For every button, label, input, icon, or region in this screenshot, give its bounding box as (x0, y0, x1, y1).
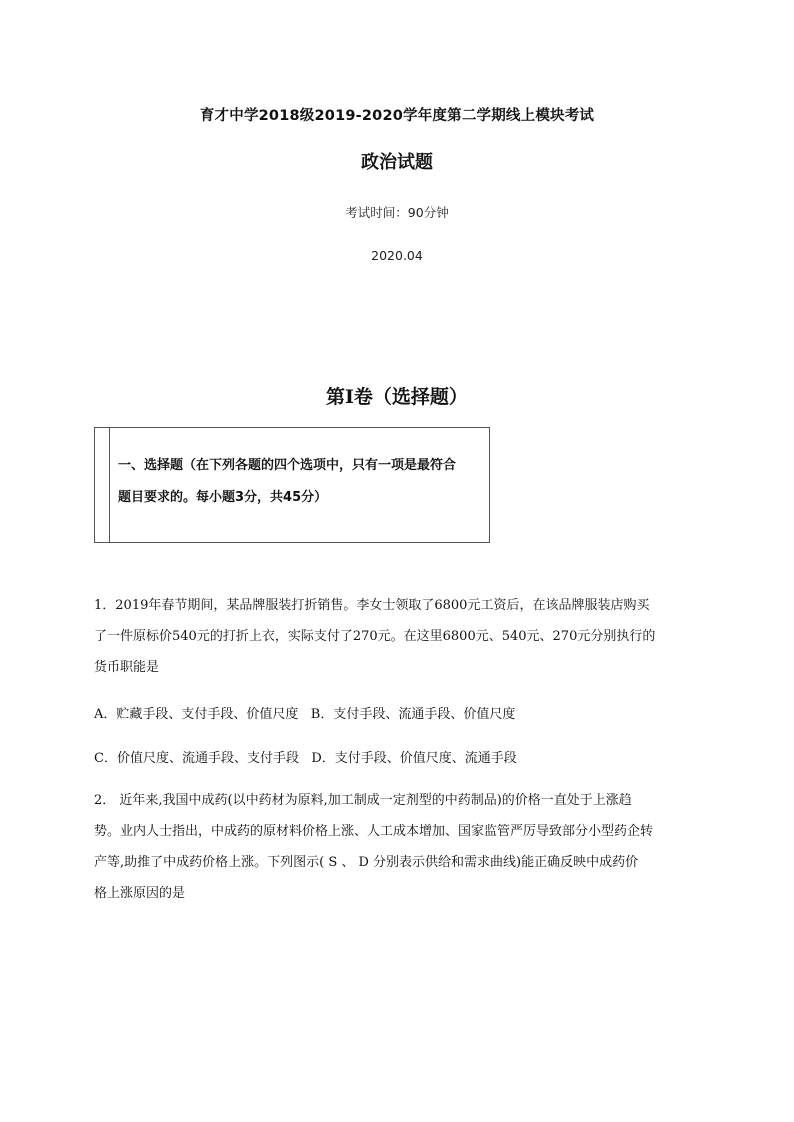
question-line: 势。业内人士指出，中成药的原材料价格上涨、人工成本增加、国家监管严厉导致部分小型药企转 (94, 824, 654, 839)
instruction-line-1: 一、选择题（在下列各题的四个选项中，只有一项是最符合 (118, 458, 457, 473)
instruction-line-2: 题目要求的。每小题3分，共45分） (118, 490, 328, 505)
question-line: 了一件原标价540元的打折上衣，实际支付了270元。在这里6800元、540元、270元分别执行的 (94, 629, 656, 644)
question-1-options-cd: C．价值尺度、流通手段、支付手段 D．支付手段、价值尺度、流通手段 (94, 751, 517, 766)
question-line: 产等,助推了中成药价格上涨。下列图示( S 、 D 分别表示供给和需求曲线)能正确反映中成药价 (94, 855, 639, 870)
question-line: 2． 近年来,我国中成药(以中药材为原料,加工制成一定剂型的中药制品)的价格一直处于上涨趋 (94, 793, 632, 808)
exam-date: 2020.04 (371, 248, 423, 263)
box-divider (109, 428, 110, 542)
question-line: 货币职能是 (94, 660, 160, 675)
exam-duration: 考试时间：90分钟 (345, 205, 449, 220)
instruction-box (94, 427, 490, 543)
question-line: 1．2019年春节期间，某品牌服装打折销售。李女士领取了6800元工资后，在该品牌服装店购买 (94, 598, 650, 613)
subject-title: 政治试题 (361, 152, 433, 173)
instruction-text (118, 450, 484, 514)
question-2-stem (94, 785, 706, 909)
section-title: 第I卷（选择题） (326, 386, 468, 408)
question-1-stem (94, 590, 706, 683)
question-line: 格上涨原因的是 (94, 886, 186, 901)
question-1-options-ab: A．贮藏手段、支付手段、价值尺度 B．支付手段、流通手段、价值尺度 (94, 707, 516, 722)
exam-title: 育才中学2018级2019-2020学年度第二学期线上模块考试 (199, 108, 595, 124)
